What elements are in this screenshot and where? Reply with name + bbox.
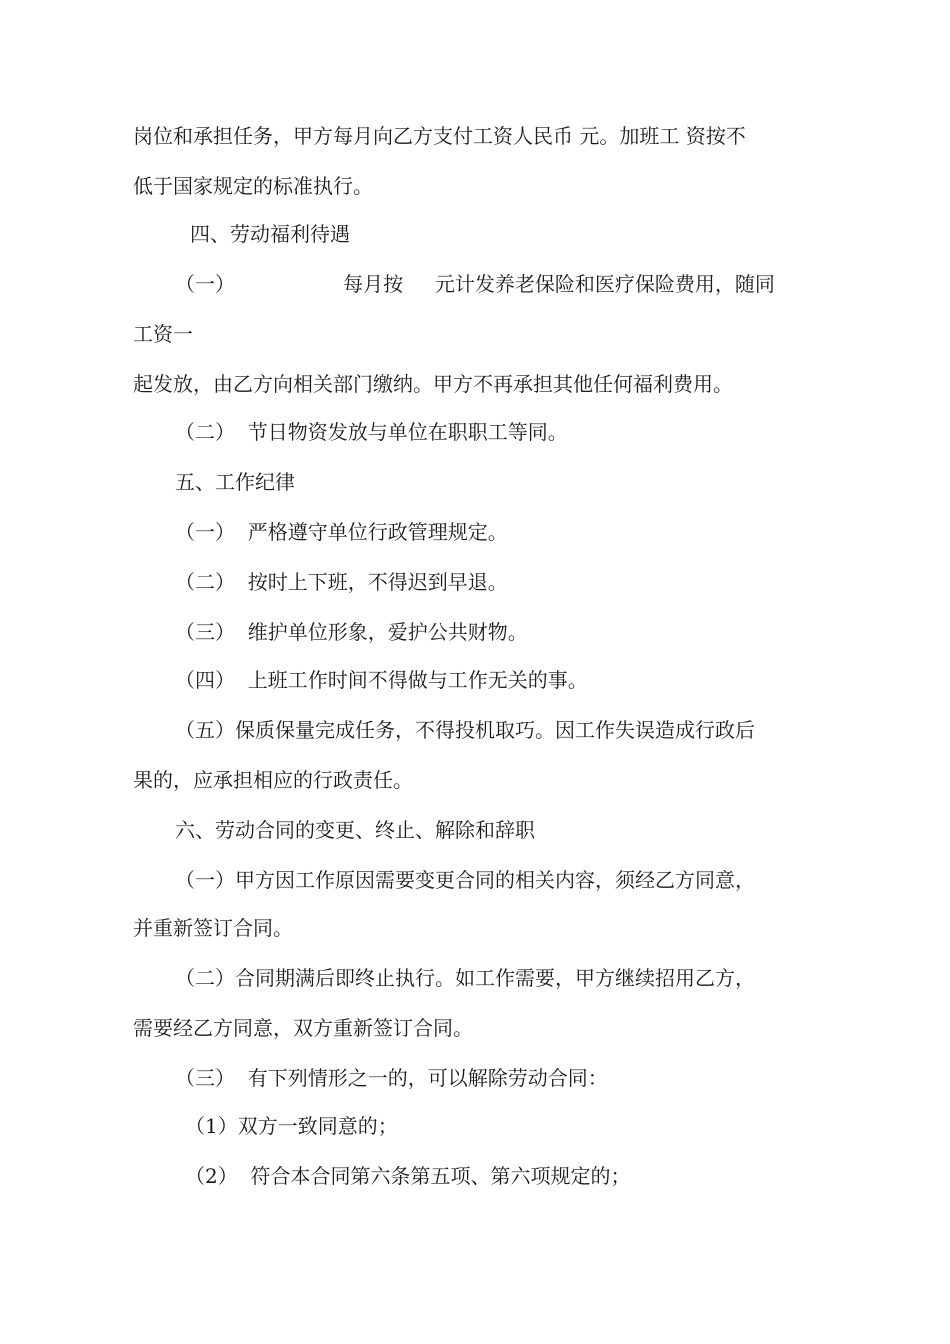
list-item: （三） 维护单位形象，爱护公共财物。 — [175, 620, 528, 644]
list-item: （一） 严格遵守单位行政管理规定。 — [175, 520, 508, 544]
paragraph-line: 工资一 — [133, 322, 193, 346]
list-item: （二） 节日物资发放与单位在职职工等同。 — [175, 420, 568, 444]
list-item: （四） 上班工作时间不得做与工作无关的事。 — [175, 668, 588, 692]
list-item: （二）合同期满后即终止执行。如工作需要，甲方继续招用乙方， — [175, 966, 755, 990]
paragraph-line: 低于国家规定的标准执行。 — [133, 174, 373, 198]
section-heading: 六、劳动合同的变更、终止、解除和辞职 — [175, 818, 535, 842]
paragraph-line: （一） 每月按 元计发养老保险和医疗保险费用，随同 — [175, 272, 775, 296]
paragraph-line: 果的，应承担相应的行政责任。 — [133, 768, 413, 792]
list-item: （2） 符合本合同第六条第五项、第六项规定的； — [185, 1164, 631, 1188]
list-item: （1）双方一致同意的； — [185, 1114, 398, 1138]
section-heading: 五、工作纪律 — [175, 470, 295, 494]
paragraph-line: 岗位和承担任务，甲方每月向乙方支付工资人民币 元。加班工 资按不 — [133, 124, 746, 148]
paragraph-line: 起发放，由乙方向相关部门缴纳。甲方不再承担其他任何福利费用。 — [133, 372, 733, 396]
paragraph-line: 并重新签订合同。 — [133, 916, 293, 940]
paragraph-line: 需要经乙方同意，双方重新签订合同。 — [133, 1016, 473, 1040]
list-item: （三） 有下列情形之一的，可以解除劳动合同： — [175, 1066, 608, 1090]
list-item: （五）保质保量完成任务，不得投机取巧。因工作失误造成行政后 — [175, 718, 755, 742]
list-item: （二） 按时上下班，不得迟到早退。 — [175, 570, 508, 594]
list-item: （一）甲方因工作原因需要变更合同的相关内容，须经乙方同意， — [175, 868, 755, 892]
section-heading: 四、劳动福利待遇 — [190, 222, 350, 246]
